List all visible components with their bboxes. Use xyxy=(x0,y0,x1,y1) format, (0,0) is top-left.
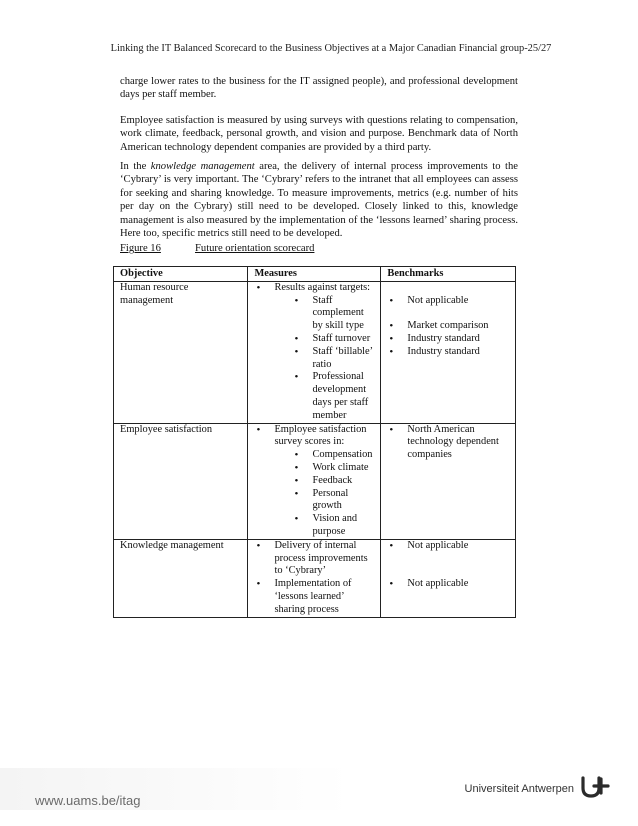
benchmark-item: • North American technology dependent companies xyxy=(387,424,511,462)
measure-item: • Delivery of internal process improvements to ‘Cybrary’ xyxy=(254,540,376,578)
sub-measure-item: • Vision and purpose xyxy=(274,513,376,539)
measure-item xyxy=(254,424,376,539)
sub-measure-item: • Personal growth xyxy=(274,488,376,514)
table-row xyxy=(114,281,516,423)
benchmark-item: • Industry standard xyxy=(387,333,511,346)
sub-measure-item: • Staff complement by skill type xyxy=(274,295,376,333)
benchmark-item: • Not applicable xyxy=(387,578,511,591)
university-name: Universiteit Antwerpen xyxy=(464,783,574,795)
table-row xyxy=(114,423,516,539)
measure-label: Employee satisfaction survey scores in: xyxy=(274,423,367,448)
footer-brand xyxy=(465,774,610,805)
measures-cell xyxy=(248,423,381,539)
benchmark-item: • Not applicable xyxy=(387,540,511,553)
paragraph-3 xyxy=(120,160,518,240)
measures-cell xyxy=(248,539,381,617)
objective-cell: Employee satisfaction xyxy=(114,423,248,539)
benchmark-item: • Market comparison xyxy=(387,320,511,333)
knowledge-management-emphasis: knowledge management xyxy=(150,161,255,172)
measure-label: Results against targets: xyxy=(274,281,371,293)
col-header-benchmarks: Benchmarks xyxy=(381,267,516,282)
benchmarks-cell xyxy=(381,539,516,617)
objective-cell: Knowledge management xyxy=(114,539,248,617)
col-header-measures: Measures xyxy=(248,267,381,282)
sub-measure-item: • Professional development days per staff member xyxy=(274,371,376,422)
sub-measure-item: • Staff ‘billable’ ratio xyxy=(274,346,376,372)
paragraph-2: Employee satisfaction is measured by using surveys with questions relating to compensation, work climate, feedback, personal growth, and vision and purpose. Benchmark data of North American technology dependent companies are provided by a third party. xyxy=(120,115,518,153)
future-orientation-scorecard-table xyxy=(113,266,516,618)
measure-item: • Implementation of ‘lessons learned’ sharing process xyxy=(254,578,376,616)
figure-title: Future orientation scorecard xyxy=(195,243,315,254)
benchmarks-cell xyxy=(381,281,516,423)
figure-label: Figure 16 xyxy=(120,243,161,254)
running-header: Linking the IT Balanced Scorecard to the Business Objectives at a Major Canadian Financial group-25/27 xyxy=(110,43,552,54)
measures-cell xyxy=(248,281,381,423)
table-header-row xyxy=(114,267,516,282)
measure-item xyxy=(254,282,376,423)
table-row xyxy=(114,539,516,617)
uantwerpen-logo-icon xyxy=(580,774,610,805)
benchmark-item: • Industry standard xyxy=(387,346,511,359)
paragraph-3-lead: In the xyxy=(120,161,151,172)
objective-cell: Human resource management xyxy=(114,281,248,423)
benchmark-item: • Not applicable xyxy=(387,295,511,308)
sub-measure-item: • Work climate xyxy=(274,462,376,475)
footer-bar xyxy=(0,768,638,810)
paragraph-3-rest: area, the delivery of internal process improvements to the ‘Cybrary’ is very important. The ‘Cybrary’ refers to the intranet that all employees can assess for seeking and sharing knowledge. To measure improvements, metrics (e.g. number of hits per day on the Cybrary) still need to be developed. Closely linked to this, knowledge management is also measured by the implementation of the ‘lessons learned’ sharing process. Here too, specific metrics still need to be developed. xyxy=(120,161,518,240)
footer-url: www.uams.be/itag xyxy=(35,792,141,808)
sub-measure-item: • Compensation xyxy=(274,449,376,462)
sub-measure-item: • Feedback xyxy=(274,475,376,488)
paragraph-1: charge lower rates to the business for the IT assigned people), and professional development days per staff member. xyxy=(120,76,518,101)
benchmarks-cell xyxy=(381,423,516,539)
col-header-objective: Objective xyxy=(114,267,248,282)
sub-measure-item: • Staff turnover xyxy=(274,333,376,346)
figure-caption xyxy=(120,243,315,254)
